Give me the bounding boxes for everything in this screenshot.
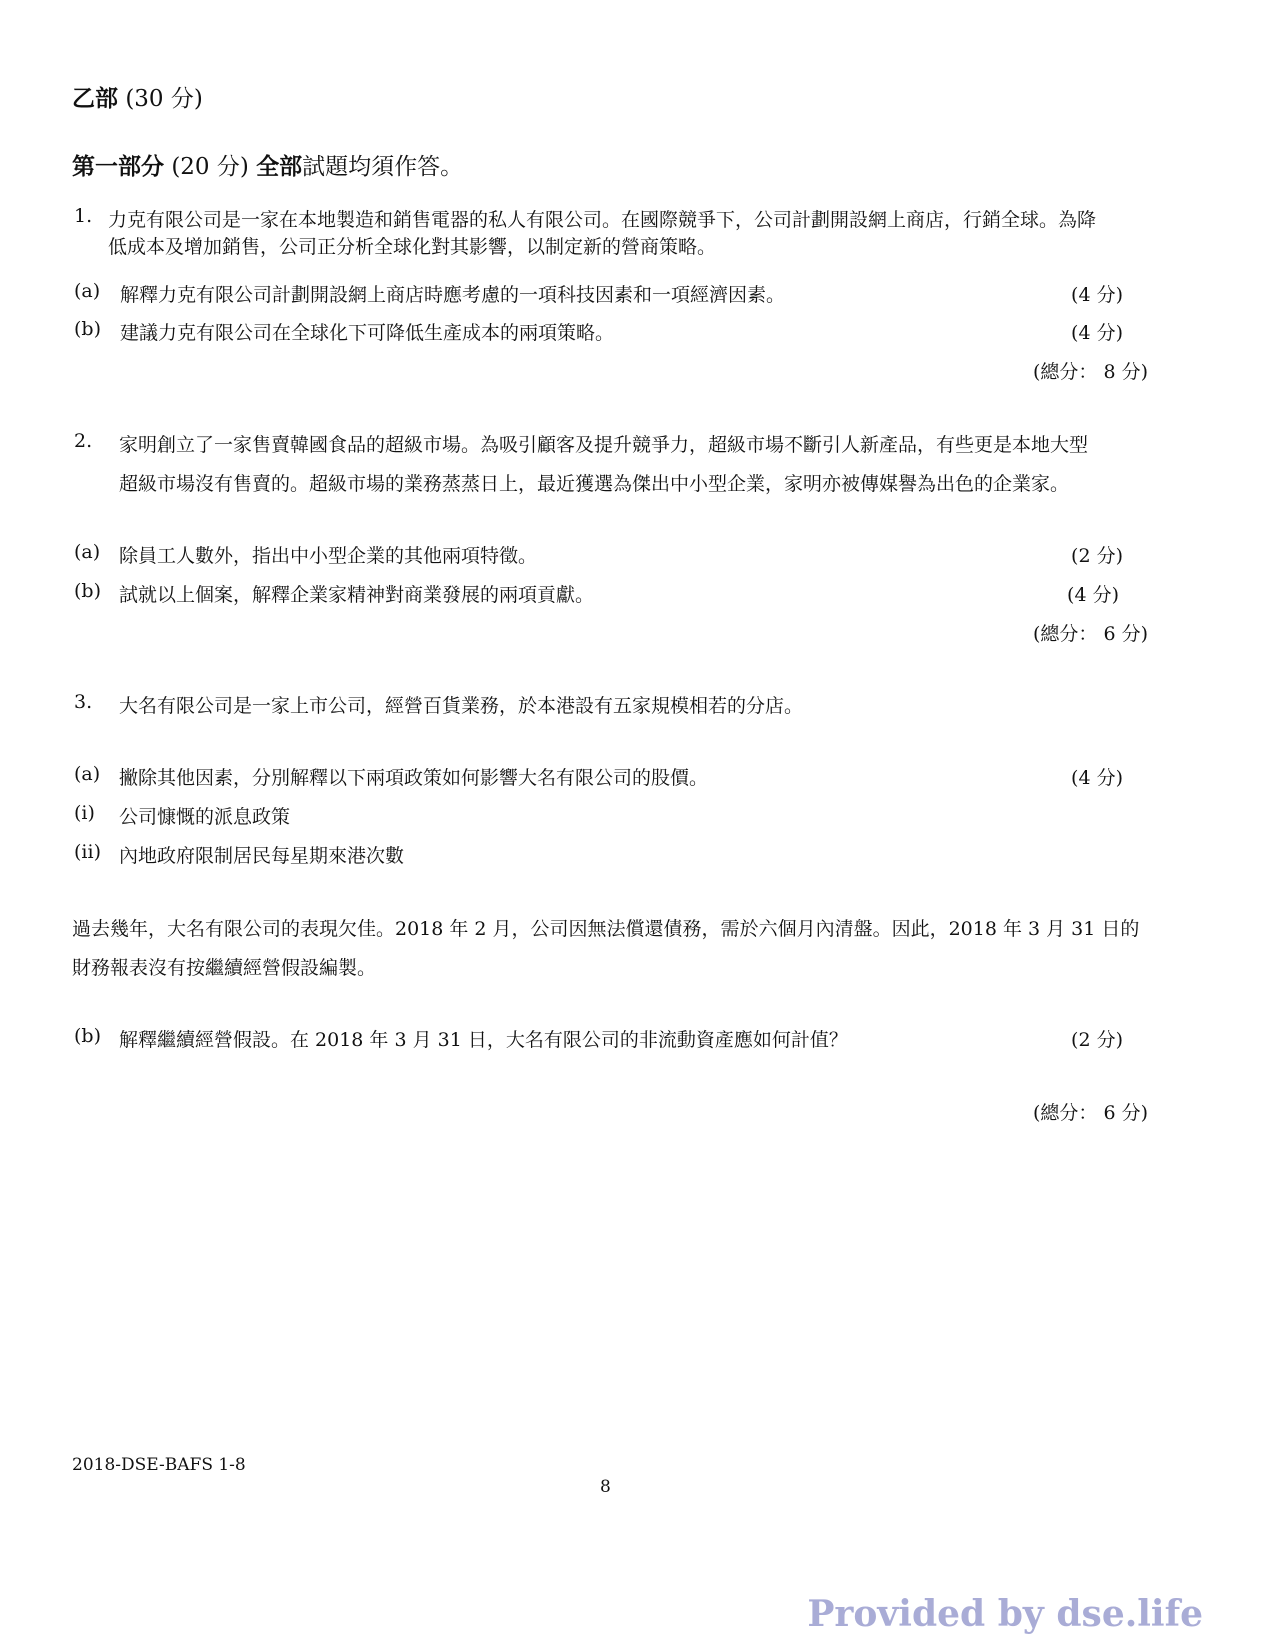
all-label: 全部: [256, 153, 303, 180]
q1-total: (總分： 8 分): [1033, 361, 1148, 383]
q3-paragraph-line2: 財務報表沒有按繼續經營假設編製。: [72, 957, 377, 979]
section-b-label: 乙部: [72, 85, 118, 112]
section-b-marks: (30 分): [125, 86, 203, 112]
part1-heading: [72, 148, 463, 181]
q3b-marks: (2 分): [1071, 1029, 1123, 1051]
q3-paragraph-line1: 過去幾年，大名有限公司的表現欠佳。2018 年 2 月，公司因無法償還債務，需於六個月內清盤。因此，2018 年 3 月 31 日的: [72, 918, 1140, 940]
paper-code: 2018-DSE-BAFS 1-8: [72, 1455, 246, 1475]
part1-instruction: 試題均須作答。: [302, 154, 464, 180]
q1b-label: (b): [74, 318, 101, 340]
q3b-label: (b): [74, 1025, 101, 1047]
q2a-label: (a): [74, 541, 101, 563]
q1-stem-line2: 低成本及增加銷售，公司正分析全球化對其影響，以制定新的營商策略。: [108, 236, 717, 258]
q1a-marks: (4 分): [1071, 284, 1123, 306]
q3a-text: 撇除其他因素，分別解釋以下兩項政策如何影響大名有限公司的股價。: [119, 767, 709, 789]
q1b-marks: (4 分): [1071, 322, 1123, 344]
q2b-text: 試就以上個案，解釋企業家精神對商業發展的兩項貢獻。: [119, 584, 595, 606]
q2b-label: (b): [74, 580, 101, 602]
q3-total: (總分： 6 分): [1033, 1102, 1148, 1124]
q3-stem: 大名有限公司是一家上市公司，經營百貨業務，於本港設有五家規模相若的分店。: [119, 695, 804, 717]
q3a-label: (a): [74, 763, 101, 785]
q3b-text: 解釋繼續經營假設。在 2018 年 3 月 31 日，大名有限公司的非流動資產應如何計值？: [119, 1029, 848, 1051]
q3a-ii-text: 內地政府限制居民每星期來港次數: [119, 845, 405, 867]
q1-stem-line1: 力克有限公司是一家在本地製造和銷售電器的私人有限公司。在國際競爭下，公司計劃開設網上商店，行銷全球。為降: [108, 209, 1097, 231]
q1a-label: (a): [74, 280, 101, 302]
q2-stem-line1: 家明創立了一家售賣韓國食品的超級市場。為吸引顧客及提升競爭力，超級市場不斷引人新產品，有些更是本地大型: [119, 434, 1089, 456]
q2a-marks: (2 分): [1071, 545, 1123, 567]
q2-number: 2.: [74, 430, 93, 452]
q3a-marks: (4 分): [1071, 767, 1123, 789]
q1-number: 1.: [74, 205, 93, 227]
watermark: Provided by dse.life: [807, 1593, 1203, 1635]
section-b-heading: [72, 80, 203, 113]
q1b-text: 建議力克有限公司在全球化下可降低生產成本的兩項策略。: [120, 322, 615, 344]
part1-label: 第一部分: [72, 153, 164, 180]
q3a-i-label: (i): [74, 802, 95, 824]
q3a-ii-label: (ii): [74, 841, 101, 863]
q1a-text: 解釋力克有限公司計劃開設網上商店時應考慮的一項科技因素和一項經濟因素。: [120, 284, 786, 306]
q2-stem-line2: 超級市場沒有售賣的。超級市場的業務蒸蒸日上，最近獲選為傑出中小型企業，家明亦被傳媒譽為出色的企業家。: [119, 473, 1070, 495]
q2-total: (總分： 6 分): [1033, 623, 1148, 645]
q3-number: 3.: [74, 691, 93, 713]
q2b-marks: (4 分): [1067, 584, 1119, 606]
part1-marks: (20 分): [171, 154, 249, 180]
page-number: 8: [600, 1477, 611, 1497]
q2a-text: 除員工人數外，指出中小型企業的其他兩項特徵。: [119, 545, 538, 567]
q3a-i-text: 公司慷慨的派息政策: [119, 806, 291, 828]
